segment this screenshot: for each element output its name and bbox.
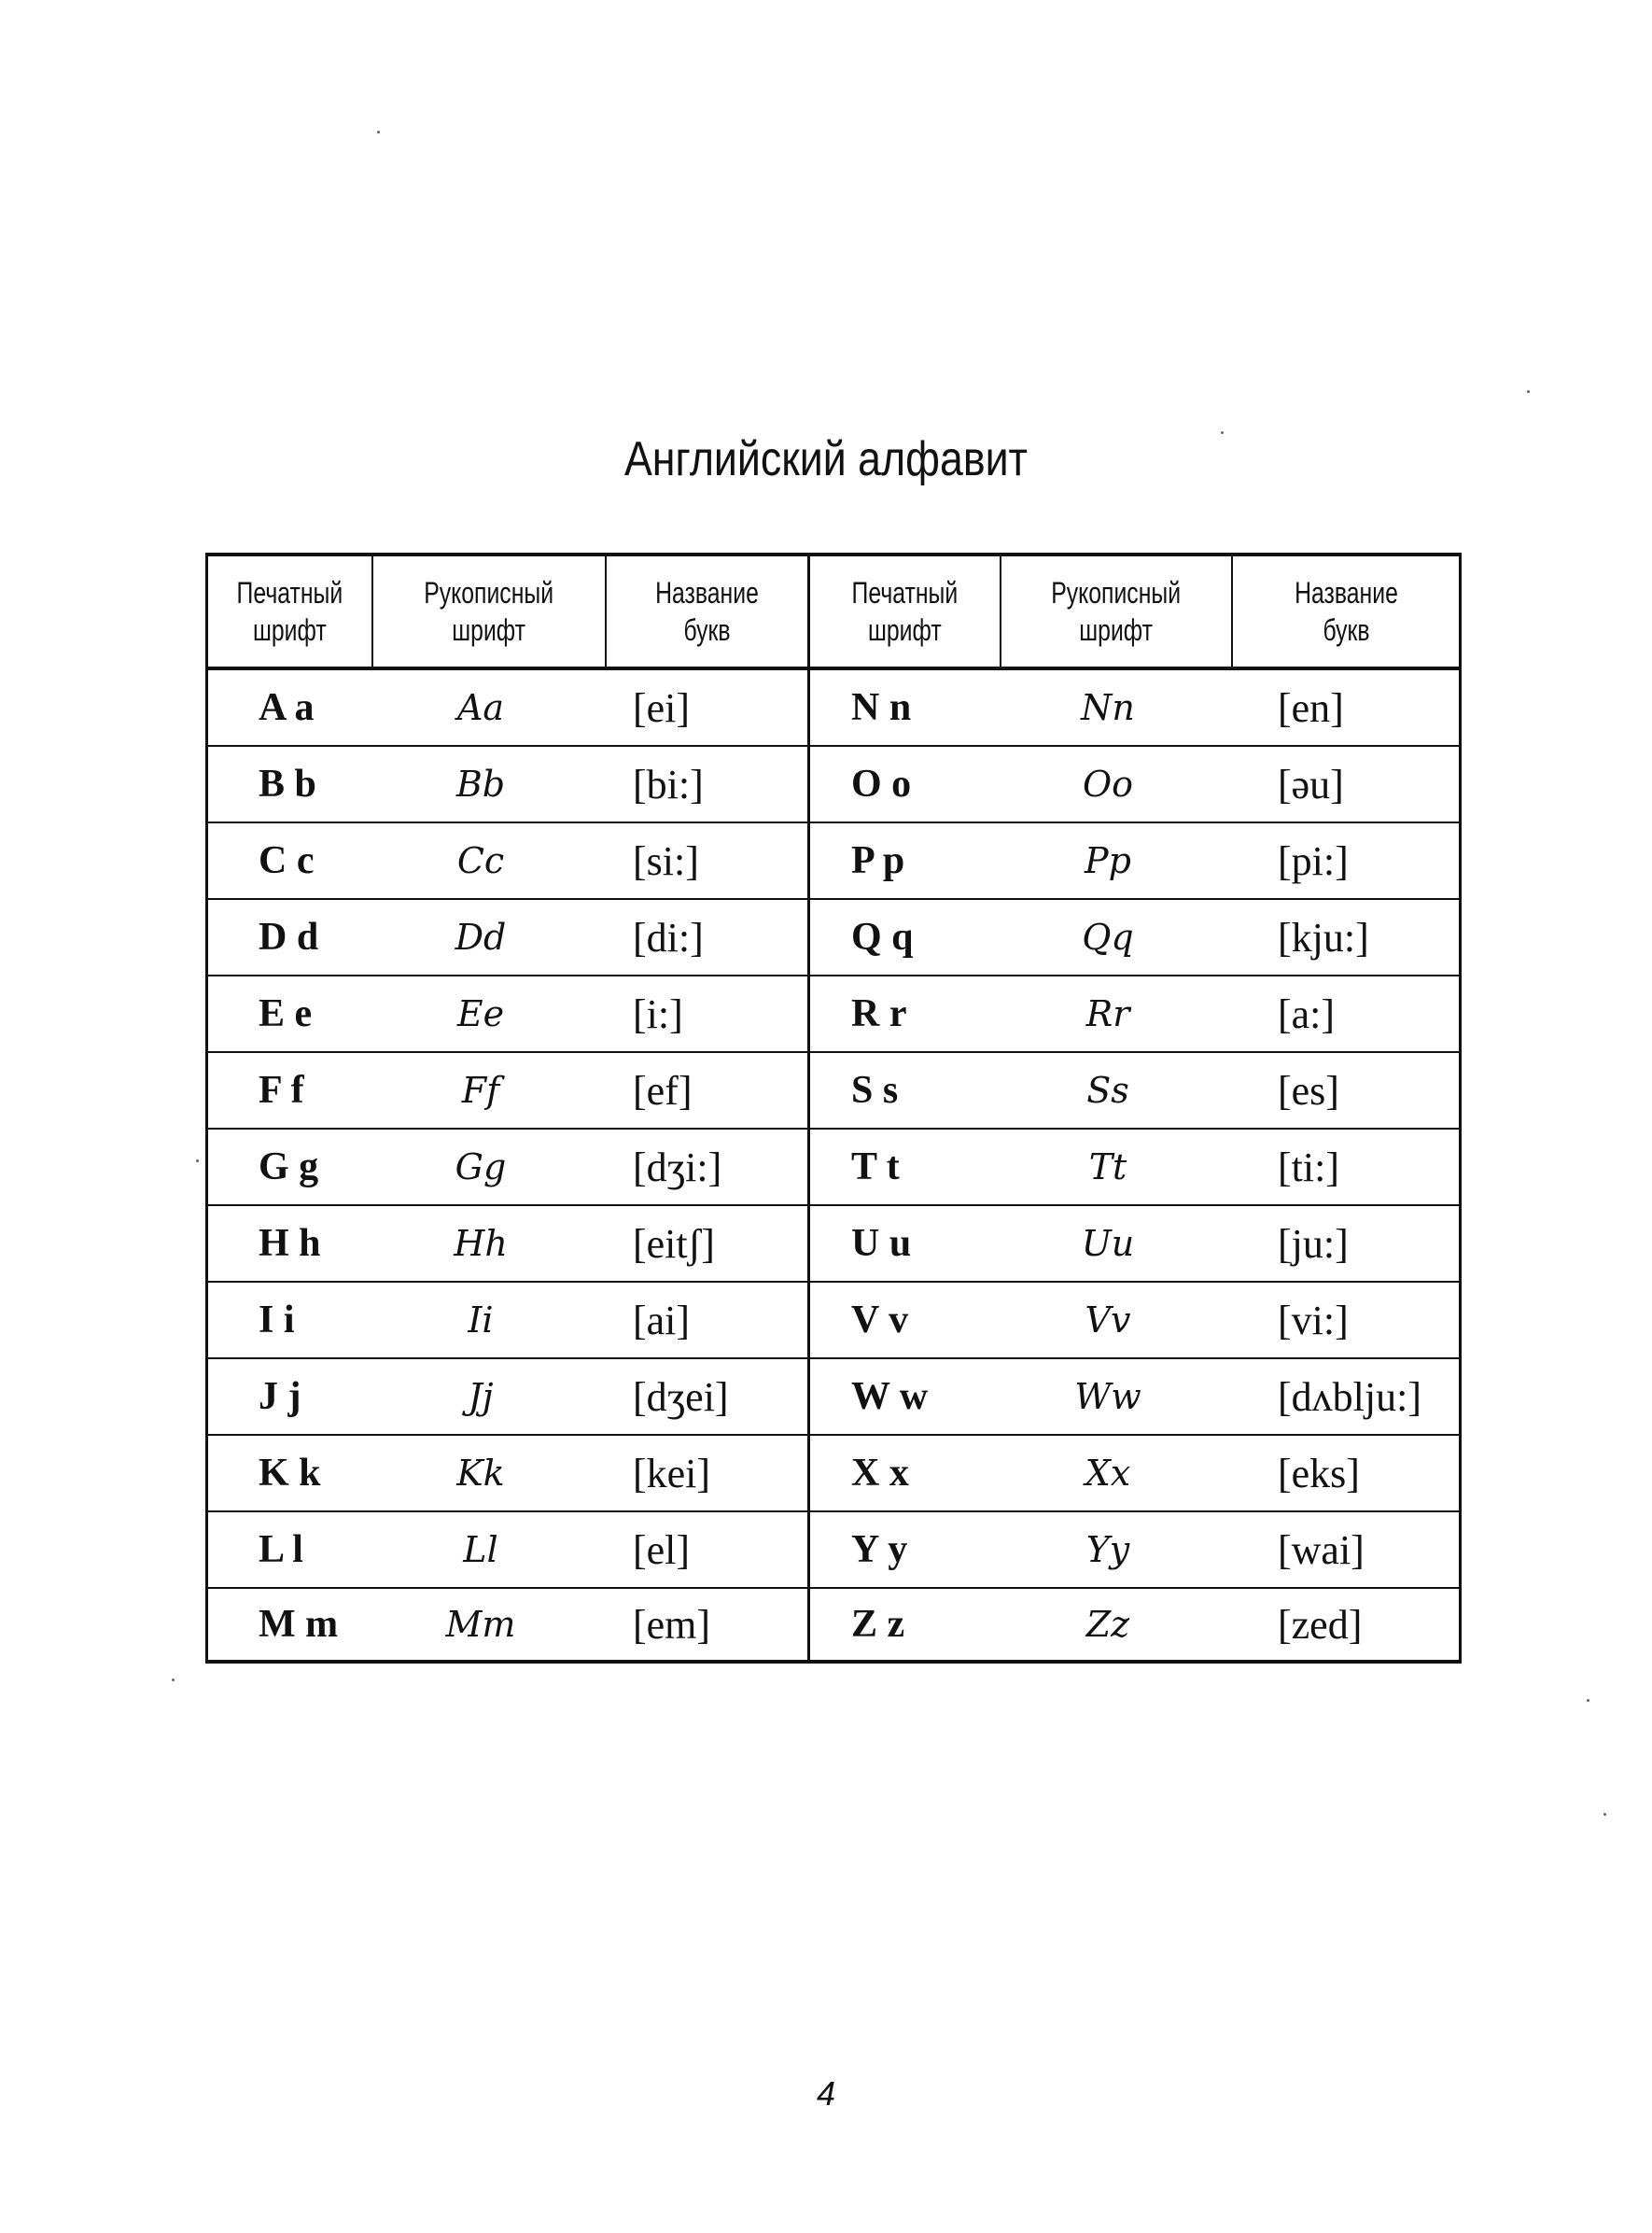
letter-name: [ai] xyxy=(633,1297,691,1343)
row-right-half xyxy=(810,747,1459,822)
printed-letter: U u xyxy=(851,1222,912,1265)
handwritten-letter: Ff xyxy=(461,1070,500,1111)
alphabet-table xyxy=(205,553,1462,1664)
header-printed: Печатный шрифт xyxy=(208,556,373,667)
printed-letter: I i xyxy=(259,1299,295,1341)
printed-letter: C c xyxy=(259,839,315,882)
table-header-row xyxy=(208,556,1459,670)
table-body xyxy=(208,670,1459,1660)
row-right-half xyxy=(810,1206,1459,1281)
handwritten-letter: Ll xyxy=(463,1529,498,1570)
row-right-half xyxy=(810,1359,1459,1434)
row-right-half xyxy=(810,1283,1459,1357)
handwritten-letter: Kk xyxy=(456,1453,505,1494)
handwritten-letter: Dd xyxy=(455,917,507,958)
letter-name: [ei] xyxy=(633,684,691,731)
handwritten-letter: Tt xyxy=(1088,1146,1127,1187)
handwritten-letter: Ww xyxy=(1074,1376,1141,1417)
letter-name: [si:] xyxy=(633,837,699,884)
printed-letter: X x xyxy=(851,1452,909,1495)
row-left-half xyxy=(208,823,810,898)
row-left-half xyxy=(208,900,810,975)
table-row xyxy=(208,1053,1459,1130)
printed-letter: R r xyxy=(851,992,907,1035)
letter-name: [el] xyxy=(633,1526,691,1573)
letter-name: [ef] xyxy=(633,1067,693,1114)
letter-name: [eks] xyxy=(1278,1450,1360,1496)
table-row xyxy=(208,1512,1459,1589)
row-right-half xyxy=(810,900,1459,975)
letter-name: [i:] xyxy=(633,990,683,1037)
row-left-half xyxy=(208,747,810,822)
handwritten-letter: Qq xyxy=(1082,917,1134,958)
table-row xyxy=(208,1130,1459,1206)
row-left-half xyxy=(208,1130,810,1204)
letter-name: [əu] xyxy=(1278,761,1344,808)
letter-name: [dʒi:] xyxy=(633,1144,722,1190)
row-right-half xyxy=(810,1436,1459,1510)
letter-name: [dʌblju:] xyxy=(1278,1373,1421,1420)
printed-letter: J j xyxy=(259,1375,301,1418)
handwritten-letter: Rr xyxy=(1085,993,1130,1034)
handwritten-letter: Ii xyxy=(468,1299,494,1341)
letter-name: [a:] xyxy=(1278,990,1336,1037)
table-row xyxy=(208,1283,1459,1359)
scan-speck xyxy=(1527,390,1530,393)
printed-letter: M m xyxy=(259,1603,339,1646)
printed-letter: F f xyxy=(259,1069,304,1112)
header-handwritten-right: Рукописный шрифт xyxy=(1001,556,1233,667)
letter-name: [kju:] xyxy=(1278,914,1369,961)
table-row xyxy=(208,976,1459,1053)
handwritten-letter: Hh xyxy=(454,1223,508,1264)
row-right-half xyxy=(810,670,1459,745)
scan-speck xyxy=(377,131,380,133)
page-number: 4 xyxy=(816,2074,836,2113)
row-right-half xyxy=(810,1589,1459,1660)
scan-speck xyxy=(196,1159,199,1162)
printed-letter: T t xyxy=(851,1145,900,1188)
handwritten-letter: Bb xyxy=(455,764,506,805)
handwritten-letter: Jj xyxy=(468,1376,494,1417)
printed-letter: D d xyxy=(259,916,319,959)
printed-letter: L l xyxy=(259,1528,303,1571)
handwritten-letter: Mm xyxy=(445,1604,516,1645)
letter-name: [dʒei] xyxy=(633,1373,729,1420)
printed-letter: W w xyxy=(851,1375,929,1418)
letter-name: [di:] xyxy=(633,914,704,961)
printed-letter: P p xyxy=(851,839,905,882)
printed-letter: N n xyxy=(851,686,912,729)
printed-letter: H h xyxy=(259,1222,321,1265)
letter-name: [kei] xyxy=(633,1450,711,1496)
printed-letter: E e xyxy=(259,992,313,1035)
printed-letter: K k xyxy=(259,1452,321,1495)
row-left-half xyxy=(208,976,810,1051)
printed-letter: Z z xyxy=(851,1603,905,1646)
printed-letter: A a xyxy=(259,686,315,729)
row-left-half xyxy=(208,1512,810,1587)
header-name-right: Название букв xyxy=(1294,576,1398,647)
printed-letter: B b xyxy=(259,763,316,806)
row-left-half xyxy=(208,1436,810,1510)
row-left-half xyxy=(208,1359,810,1434)
header-printed-right: Печатный шрифт xyxy=(810,556,1001,667)
row-right-half xyxy=(810,1053,1459,1128)
handwritten-letter: Ee xyxy=(456,993,505,1034)
letter-name: [zed] xyxy=(1278,1601,1363,1648)
handwritten-letter: Zz xyxy=(1085,1604,1130,1645)
handwritten-letter: Xx xyxy=(1085,1453,1131,1494)
handwritten-letter: Cc xyxy=(456,840,505,881)
scan-speck xyxy=(1587,1699,1589,1702)
handwritten-letter: Uu xyxy=(1081,1223,1135,1264)
handwritten-letter: Ss xyxy=(1086,1070,1129,1111)
letter-name: [wai] xyxy=(1278,1526,1365,1573)
table-row xyxy=(208,1436,1459,1512)
scan-speck xyxy=(1221,431,1224,434)
table-row xyxy=(208,670,1459,747)
letter-name: [es] xyxy=(1278,1067,1339,1114)
table-row xyxy=(208,1589,1459,1660)
letter-name: [vi:] xyxy=(1278,1297,1349,1343)
page-title: Английский алфавит xyxy=(623,432,1029,486)
printed-letter: S s xyxy=(851,1069,899,1112)
row-right-half xyxy=(810,1130,1459,1204)
handwritten-letter: Aa xyxy=(456,687,505,728)
handwritten-letter: Nn xyxy=(1081,687,1135,728)
row-left-half xyxy=(208,1283,810,1357)
table-row xyxy=(208,1359,1459,1436)
row-left-half xyxy=(208,670,810,745)
letter-name: [em] xyxy=(633,1601,711,1648)
scan-speck xyxy=(1603,1813,1606,1816)
letter-name: [ti:] xyxy=(1278,1144,1339,1190)
handwritten-letter: Oo xyxy=(1082,764,1134,805)
row-right-half xyxy=(810,823,1459,898)
table-row xyxy=(208,1206,1459,1283)
letter-name: [bi:] xyxy=(633,761,704,808)
handwritten-letter: Yy xyxy=(1085,1529,1130,1570)
header-handwritten: Рукописный шрифт xyxy=(373,556,607,667)
letter-name: [ju:] xyxy=(1278,1220,1349,1267)
printed-letter: V v xyxy=(851,1299,909,1341)
handwritten-letter: Pp xyxy=(1085,840,1131,881)
printed-letter: Q q xyxy=(851,916,914,959)
row-left-half xyxy=(208,1053,810,1128)
table-row xyxy=(208,823,1459,900)
printed-letter: Y y xyxy=(851,1528,908,1571)
letter-name: [eitʃ] xyxy=(633,1220,715,1267)
header-name: Название букв xyxy=(607,556,810,667)
row-left-half xyxy=(208,1206,810,1281)
letter-name: [en] xyxy=(1278,684,1344,731)
table-row xyxy=(208,747,1459,823)
handwritten-letter: Vv xyxy=(1085,1299,1131,1341)
printed-letter: O o xyxy=(851,763,912,806)
row-left-half xyxy=(208,1589,810,1660)
row-right-half xyxy=(810,1512,1459,1587)
printed-letter: G g xyxy=(259,1145,319,1188)
table-row xyxy=(208,900,1459,976)
handwritten-letter: Gg xyxy=(455,1146,507,1187)
letter-name: [pi:] xyxy=(1278,837,1349,884)
scan-speck xyxy=(172,1678,175,1681)
row-right-half xyxy=(810,976,1459,1051)
